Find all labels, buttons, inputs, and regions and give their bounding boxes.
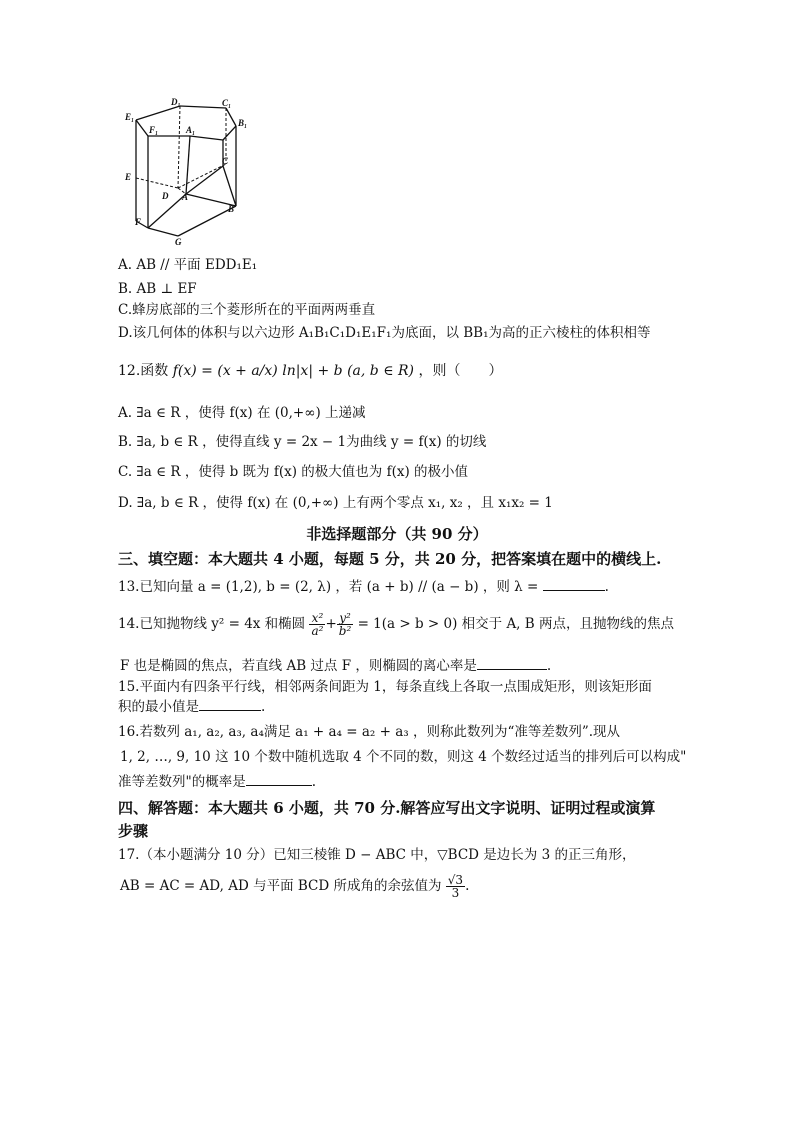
label-E1: E₁ [125,112,135,122]
q14-frac-x-den: a² [311,624,324,638]
q16-line3 [118,772,316,791]
q14-line2 [120,656,551,675]
label-B1: B₁ [238,118,248,128]
q12-function: f(x) = (x + a/x) ln|x| + b (a, b ∈ R) [172,363,415,379]
q17-end: . [465,878,470,894]
label-E: E [125,172,132,182]
q11-option-d: D.该几何体的体积与以六边形 A₁B₁C₁D₁E₁F₁为底面，以 BB₁为高的正六棱柱的体积相等 [118,325,651,341]
honeycomb-figure [118,96,268,246]
q14-line1-b: = 1(a > b > 0) 相交于 A, B 两点，且抛物线的焦点 [357,616,674,632]
q17-frac [446,874,465,899]
q14-line1 [118,612,674,637]
q14-frac-y-num: y² [337,612,354,625]
label-C1: C₁ [222,98,232,108]
q17-line1: 17.（本小题满分 10 分）已知三棱锥 D − ABC 中，▽BCD 是边长为 3 的正三角形， [118,847,636,863]
label-D1: D₁ [171,97,181,107]
q17-line2-text: AB = AC = AD, AD 与平面 BCD 所成角的余弦值为 [120,878,442,894]
q13-end: . [604,579,609,595]
q15-answer-blank[interactable] [199,697,261,711]
q12-stem-prefix: 12.函数 [118,363,169,379]
q14-frac-y-den: b² [338,624,352,638]
q11-option-a: A. AB // 平面 EDD₁E₁ [118,257,258,273]
q14-end: . [546,658,552,674]
label-B: B [228,204,235,214]
q11-option-b: B. AB ⊥ EF [118,281,197,297]
section4-title-line1: 四、解答题：本大题共 6 小题，共 70 分.解答应写出文字说明、证明过程或演算 [118,799,656,817]
label-F1: F₁ [149,125,159,135]
q12-option-b: B. ∃a, b ∈ R ，使得直线 y = 2x − 1为曲线 y = f(x) 的切线 [118,434,487,450]
q11-option-c: C.蜂房底部的三个菱形所在的平面两两垂直 [118,302,376,318]
q12-stem [118,362,502,380]
label-D: D [162,191,169,201]
q16-answer-blank[interactable] [246,772,312,786]
q13 [118,577,609,596]
q15-end: . [261,699,266,715]
q17-line2 [120,872,469,900]
q17-frac-num: √3 [447,873,464,887]
q15-line2 [118,697,265,716]
q12-option-d: D. ∃a, b ∈ R ，使得 f(x) 在 (0,+∞) 上有两个零点 x₁, x₂ ，且 x₁x₂ = 1 [118,495,553,511]
q12-option-a: A. ∃a ∈ R ，使得 f(x) 在 (0,+∞) 上递减 [118,405,366,421]
label-A: A [182,192,189,202]
q13-text: 13.已知向量 a = (1,2), b = (2, λ) ，若 (a + b) // (a − b) ，则 λ = [118,579,543,595]
section4-title-line2: 步骤 [118,822,149,840]
q16-line2: 1, 2, …, 9, 10 这 10 个数中随机选取 4 个不同的数，则这 4 个数经过适当的排列后可以构成" [120,749,687,765]
label-F: F [135,217,142,227]
q15-line2-text: 积的最小值是 [118,699,199,715]
q14-frac-x-num: x² [309,612,325,625]
q16-end: . [311,774,317,790]
q14-answer-blank[interactable] [477,656,547,670]
q16-line3-text: 准等差数列"的概率是 [118,774,246,790]
q14-frac-x [309,612,325,637]
q12-option-c: C. ∃a ∈ R ，使得 b 既为 f(x) 的极大值也为 f(x) 的极小值 [118,464,469,480]
label-A1: A₁ [186,125,196,135]
section3-title: 三、填空题：本大题共 4 小题，每题 5 分，共 20 分，把答案填在题中的横线上. [118,550,662,568]
q14-line1-a: 14.已知抛物线 y² = 4x 和椭圆 [118,616,306,632]
q14-line2-text: F 也是椭圆的焦点，若直线 AB 过点 F ，则椭圆的离心率是 [120,658,477,674]
q16-line1: 16.若数列 a₁, a₂, a₃, a₄满足 a₁ + a₄ = a₂ + a₃ ，则称此数列为“准等差数列”.现从 [118,724,621,740]
part2-title: 非选择题部分（共 90 分） [306,525,488,543]
q17-frac-den: 3 [451,886,460,900]
q14-plus: + [325,616,337,632]
q14-frac-y [337,612,354,637]
q15-line1: 15.平面内有四条平行线，相邻两条间距为 1，每条直线上各取一点围成矩形，则该矩形面 [118,679,652,695]
q12-stem-suffix: ，则（ ） [418,363,503,379]
q13-answer-blank[interactable] [543,577,605,591]
label-G: G [175,237,182,246]
label-C: C [222,156,229,166]
